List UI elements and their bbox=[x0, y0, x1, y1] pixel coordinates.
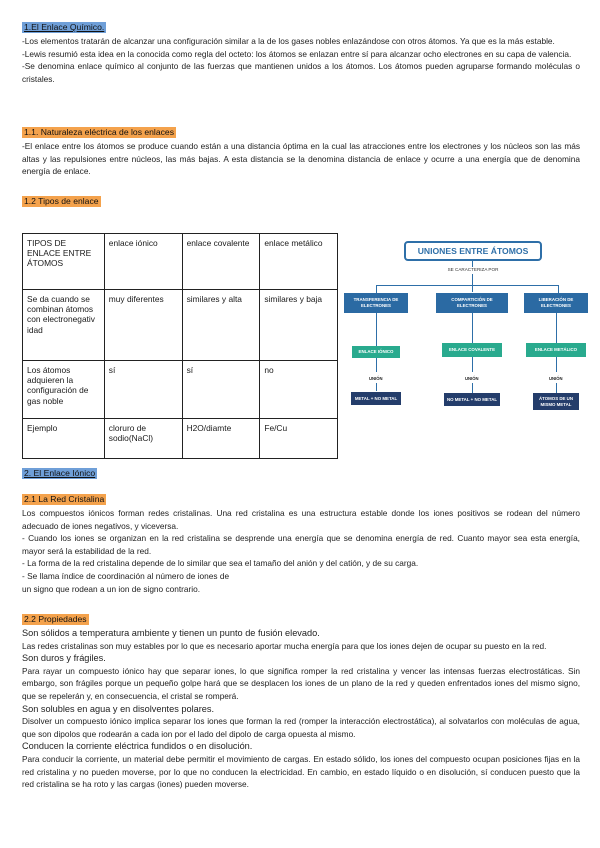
section-1-2-heading: 1.2 Tipos de enlace bbox=[24, 196, 99, 206]
table-cell: similares y baja bbox=[260, 290, 338, 361]
paragraph: -Se denomina enlace químico al conjunto de las fuerzas que mantienen unidos a los átomos. Los átomos pueden agruparse formando moléculas o cristales. bbox=[22, 61, 580, 84]
table-cell: cloruro de sodio(NaCl) bbox=[104, 419, 182, 459]
table-row bbox=[23, 290, 338, 361]
table-cell: TIPOS DE ENLACE ENTRE ÁTOMOS bbox=[23, 234, 105, 290]
paragraph: -Lewis resumió esta idea en la conocida como regla del octeto: los átomos se enlazan entre sí para alcanzar ocho electrones en su capa de valencia. bbox=[22, 48, 572, 59]
table-row bbox=[23, 419, 338, 459]
diagram-node-metallic-union: ÁTOMOS DE UN MISMO METAL bbox=[533, 393, 579, 410]
section-2-heading: 2. El Enlace Iónico bbox=[24, 468, 96, 478]
paragraph: - Se llama índice de coordinación al número de iones de bbox=[22, 570, 230, 581]
bond-types-table bbox=[22, 233, 338, 459]
diagram-node-covalent-union: NO METAL + NO METAL bbox=[444, 393, 500, 406]
section-1-1-body bbox=[22, 140, 580, 178]
paragraph: Para conducir la corriente, un material debe permitir el movimiento de cargas. En estado sólido, los iones del compuesto ocupan posiciones fijas en la red cristalina y no pueden moverse, por lo que no conducen la electricidad. En cambio, en estado líquido o en disolución, sí conducen puesto que la red cristalina se ha roto y las cargas (iones) pueden moverse. bbox=[22, 753, 580, 790]
section-2-1-heading: 2.1 La Red Cristalina bbox=[24, 494, 105, 504]
paragraph: - Cuando los iones se organizan en la red cristalina se desprende una energía que se denomina energía de red. Cuanto mayor sea esta energía, mayor será la estabilidad de la red. bbox=[22, 533, 580, 556]
connector-line bbox=[556, 313, 557, 343]
section-1-heading: 1.El Enlace Químico. bbox=[24, 22, 105, 32]
table-cell: Los átomos adquieren la configuración de gas noble bbox=[23, 361, 105, 419]
section-2-2-heading: 2.2 Propiedades bbox=[24, 614, 87, 624]
paragraph: un signo que rodean a un ion de signo contrario. bbox=[22, 583, 201, 594]
diagram-node-transfer: TRANSFERENCIA DE ELECTRONES bbox=[344, 293, 408, 313]
property-title: Son solubles en agua y en disolventes polares. bbox=[22, 703, 215, 714]
connector-line bbox=[472, 313, 473, 343]
concept-map-diagram bbox=[340, 236, 586, 416]
paragraph: -El enlace entre los átomos se produce cuando están a una distancia óptima en la cual las atracciones entre los electrones y los núcleos son las más altas y las repulsiones entre núcleos, las más bajas. A esta distancia se la denomina distancia de enlace y ocurre a una energía que de denomina energía de enlace. bbox=[22, 141, 580, 177]
table-row bbox=[23, 361, 338, 419]
paragraph: Los compuestos iónicos forman redes cristalinas. Una red cristalina es una estructura estable donde los iones positivos se rodean del número adecuado de iones negativos, y viceversa. bbox=[22, 508, 580, 531]
table-cell: H2O/diamte bbox=[182, 419, 260, 459]
paragraph: -Los elementos tratarán de alcanzar una configuración similar a la de los gases nobles enlazándose con otros átomos. Ya que es la más estable. bbox=[22, 36, 555, 46]
table-cell: sí bbox=[182, 361, 260, 419]
connector-line bbox=[556, 383, 557, 393]
connector-line bbox=[472, 383, 473, 393]
diagram-node-sharing: COMPARTICIÓN DE ELECTRONES bbox=[436, 293, 508, 313]
diagram-node-release: LIBERACIÓN DE ELECTRONES bbox=[524, 293, 588, 313]
paragraph: Disolver un compuesto iónico implica separar los iones que forman la red (romper la interacción electrostática), al solvatarlos con moléculas de agua, que son dipolos que rodearán a cada ion por el lado del dipolo de carga opuesta al mismo. bbox=[22, 716, 580, 739]
connector-line bbox=[556, 357, 557, 372]
section-1-body bbox=[22, 35, 580, 85]
diagram-node-ionic: ENLACE IÓNICO bbox=[352, 346, 400, 358]
diagram-title: UNIONES ENTRE ÁTOMOS bbox=[404, 241, 542, 261]
diagram-union-label: UNIÓN bbox=[465, 376, 479, 381]
table-cell: enlace covalente bbox=[182, 234, 260, 290]
connector-line bbox=[472, 357, 473, 372]
table-cell: enlace iónico bbox=[104, 234, 182, 290]
diagram-node-metallic: ENLACE METÁLICO bbox=[526, 343, 586, 357]
section-2-2-body bbox=[22, 627, 580, 791]
table-cell: similares y alta bbox=[182, 290, 260, 361]
table-cell: enlace metálico bbox=[260, 234, 338, 290]
connector-line bbox=[376, 383, 377, 391]
connector-line bbox=[376, 358, 377, 372]
diagram-node-ionic-union: METAL + NO METAL bbox=[351, 392, 401, 405]
connector-line bbox=[376, 285, 559, 286]
paragraph: - La forma de la red cristalina depende de lo similar que sea el tamaño del anión y del catión, y de su carga. bbox=[22, 558, 419, 569]
table-cell: Fe/Cu bbox=[260, 419, 338, 459]
table-cell: sí bbox=[104, 361, 182, 419]
connector-line bbox=[472, 274, 473, 292]
diagram-subtitle: SE CARACTERIZA POR bbox=[447, 267, 499, 272]
paragraph: Para rayar un compuesto iónico hay que separar iones, lo que significa romper la red cristalina y vencer las intensas fuerzas electrostáticas. Sin embargo, son frágiles porque un pequeño golpe hará que se desplacen los iones de un plano de la red y queden enfrentados iones del mismo signo, que se repelerán y, en consecuencia, el cristal se romperá. bbox=[22, 665, 580, 701]
table-header-row bbox=[23, 234, 338, 290]
property-title: Son duros y frágiles. bbox=[22, 653, 106, 664]
connector-line bbox=[376, 285, 377, 293]
diagram-union-label: UNIÓN bbox=[369, 376, 383, 381]
diagram-union-label: UNIÓN bbox=[549, 376, 563, 381]
table-cell: Ejemplo bbox=[23, 419, 105, 459]
paragraph: Las redes cristalinas son muy estables por lo que es necesario aportar mucha energía para que los iones dejen de ocupar su puesto en la red. bbox=[22, 640, 547, 651]
connector-line bbox=[558, 285, 559, 293]
section-1-1-heading: 1.1. Naturaleza eléctrica de los enlaces bbox=[24, 127, 174, 137]
property-title: Conducen la corriente eléctrica fundidos o en disolución. bbox=[22, 741, 253, 752]
section-2-1-body bbox=[22, 507, 580, 595]
table-cell: muy diferentes bbox=[104, 290, 182, 361]
connector-line bbox=[376, 313, 377, 346]
table-cell: Se da cuando se combinan átomos con electronegativ idad bbox=[23, 290, 105, 361]
table-cell: no bbox=[260, 361, 338, 419]
property-title: Son sólidos a temperatura ambiente y tienen un punto de fusión elevado. bbox=[22, 628, 320, 638]
diagram-node-covalent: ENLACE COVALENTE bbox=[442, 343, 502, 357]
